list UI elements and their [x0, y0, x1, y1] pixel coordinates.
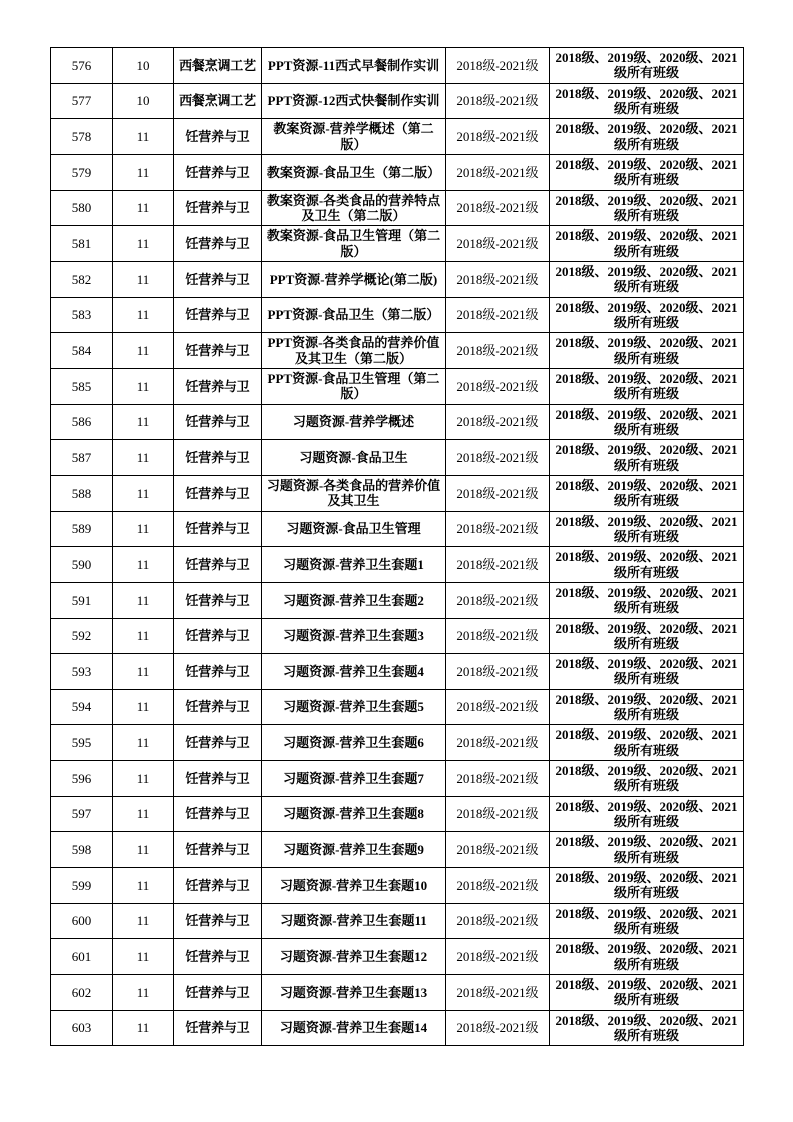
cell-grade: 2018级-2021级 — [446, 689, 550, 725]
table-row — [51, 761, 744, 797]
cell-course-number: 10 — [113, 83, 174, 119]
cell-index: 601 — [51, 939, 113, 975]
cell-resource-name: PPT资源-营养学概论(第二版) — [262, 261, 446, 297]
cell-index: 590 — [51, 547, 113, 583]
cell-course-number: 11 — [113, 689, 174, 725]
cell-course-name: 饪营养与卫 — [174, 796, 262, 832]
table-row — [51, 868, 744, 904]
cell-grade: 2018级-2021级 — [446, 261, 550, 297]
cell-classes: 2018级、2019级、2020级、2021级所有班级 — [550, 48, 744, 84]
cell-grade: 2018级-2021级 — [446, 832, 550, 868]
cell-grade: 2018级-2021级 — [446, 440, 550, 476]
cell-course-name: 西餐烹调工艺 — [174, 48, 262, 84]
cell-course-number: 11 — [113, 761, 174, 797]
resource-table — [50, 47, 744, 1046]
table-row — [51, 832, 744, 868]
cell-classes: 2018级、2019级、2020级、2021级所有班级 — [550, 475, 744, 511]
cell-resource-name: PPT资源-11西式早餐制作实训 — [262, 48, 446, 84]
cell-resource-name: 习题资源-各类食品的营养价值及其卫生 — [262, 475, 446, 511]
cell-grade: 2018级-2021级 — [446, 190, 550, 226]
cell-grade: 2018级-2021级 — [446, 582, 550, 618]
table-row — [51, 903, 744, 939]
cell-course-number: 11 — [113, 368, 174, 404]
cell-resource-name: 习题资源-营养卫生套题12 — [262, 939, 446, 975]
cell-resource-name: 习题资源-营养卫生套题3 — [262, 618, 446, 654]
cell-course-number: 11 — [113, 404, 174, 440]
cell-course-name: 饪营养与卫 — [174, 547, 262, 583]
table-row — [51, 796, 744, 832]
cell-course-number: 11 — [113, 832, 174, 868]
cell-classes: 2018级、2019级、2020级、2021级所有班级 — [550, 725, 744, 761]
cell-course-number: 11 — [113, 1010, 174, 1046]
cell-course-number: 11 — [113, 154, 174, 190]
cell-grade: 2018级-2021级 — [446, 796, 550, 832]
cell-index: 582 — [51, 261, 113, 297]
table-row — [51, 404, 744, 440]
cell-grade: 2018级-2021级 — [446, 654, 550, 690]
cell-grade: 2018级-2021级 — [446, 226, 550, 262]
cell-grade: 2018级-2021级 — [446, 868, 550, 904]
cell-grade: 2018级-2021级 — [446, 48, 550, 84]
cell-classes: 2018级、2019级、2020级、2021级所有班级 — [550, 511, 744, 547]
cell-resource-name: PPT资源-食品卫生（第二版） — [262, 297, 446, 333]
cell-index: 588 — [51, 475, 113, 511]
cell-classes: 2018级、2019级、2020级、2021级所有班级 — [550, 440, 744, 476]
cell-index: 600 — [51, 903, 113, 939]
cell-index: 596 — [51, 761, 113, 797]
table-row — [51, 725, 744, 761]
cell-index: 583 — [51, 297, 113, 333]
cell-grade: 2018级-2021级 — [446, 368, 550, 404]
cell-index: 592 — [51, 618, 113, 654]
table-body — [51, 48, 744, 1046]
cell-resource-name: 习题资源-食品卫生管理 — [262, 511, 446, 547]
cell-course-number: 11 — [113, 511, 174, 547]
cell-grade: 2018级-2021级 — [446, 618, 550, 654]
cell-grade: 2018级-2021级 — [446, 404, 550, 440]
cell-classes: 2018级、2019级、2020级、2021级所有班级 — [550, 654, 744, 690]
cell-index: 581 — [51, 226, 113, 262]
cell-course-number: 11 — [113, 939, 174, 975]
cell-course-number: 10 — [113, 48, 174, 84]
table-row — [51, 582, 744, 618]
cell-grade: 2018级-2021级 — [446, 903, 550, 939]
table-row — [51, 511, 744, 547]
cell-index: 589 — [51, 511, 113, 547]
cell-index: 578 — [51, 119, 113, 155]
cell-classes: 2018级、2019级、2020级、2021级所有班级 — [550, 761, 744, 797]
cell-resource-name: 习题资源-营养卫生套题4 — [262, 654, 446, 690]
cell-resource-name: 习题资源-营养卫生套题8 — [262, 796, 446, 832]
cell-classes: 2018级、2019级、2020级、2021级所有班级 — [550, 939, 744, 975]
table-row — [51, 440, 744, 476]
cell-course-name: 饪营养与卫 — [174, 368, 262, 404]
table-row — [51, 475, 744, 511]
cell-classes: 2018级、2019级、2020级、2021级所有班级 — [550, 1010, 744, 1046]
cell-course-name: 饪营养与卫 — [174, 190, 262, 226]
cell-resource-name: 习题资源-营养卫生套题11 — [262, 903, 446, 939]
cell-course-name: 饪营养与卫 — [174, 582, 262, 618]
cell-course-number: 11 — [113, 119, 174, 155]
table-row — [51, 333, 744, 369]
cell-index: 579 — [51, 154, 113, 190]
table-row — [51, 119, 744, 155]
cell-resource-name: 习题资源-营养卫生套题10 — [262, 868, 446, 904]
cell-course-number: 11 — [113, 868, 174, 904]
cell-classes: 2018级、2019级、2020级、2021级所有班级 — [550, 868, 744, 904]
cell-grade: 2018级-2021级 — [446, 83, 550, 119]
cell-course-name: 饪营养与卫 — [174, 689, 262, 725]
cell-course-name: 饪营养与卫 — [174, 1010, 262, 1046]
cell-course-number: 11 — [113, 190, 174, 226]
cell-course-number: 11 — [113, 582, 174, 618]
table-row — [51, 48, 744, 84]
cell-grade: 2018级-2021级 — [446, 975, 550, 1011]
table-row — [51, 689, 744, 725]
cell-classes: 2018级、2019级、2020级、2021级所有班级 — [550, 83, 744, 119]
cell-course-number: 11 — [113, 440, 174, 476]
cell-index: 577 — [51, 83, 113, 119]
cell-classes: 2018级、2019级、2020级、2021级所有班级 — [550, 903, 744, 939]
cell-index: 599 — [51, 868, 113, 904]
cell-classes: 2018级、2019级、2020级、2021级所有班级 — [550, 547, 744, 583]
cell-resource-name: 习题资源-营养卫生套题13 — [262, 975, 446, 1011]
cell-course-number: 11 — [113, 226, 174, 262]
cell-index: 602 — [51, 975, 113, 1011]
cell-course-name: 饪营养与卫 — [174, 939, 262, 975]
cell-course-name: 饪营养与卫 — [174, 903, 262, 939]
cell-classes: 2018级、2019级、2020级、2021级所有班级 — [550, 190, 744, 226]
cell-index: 587 — [51, 440, 113, 476]
cell-course-number: 11 — [113, 333, 174, 369]
cell-index: 576 — [51, 48, 113, 84]
cell-classes: 2018级、2019级、2020级、2021级所有班级 — [550, 689, 744, 725]
cell-index: 580 — [51, 190, 113, 226]
cell-course-name: 饪营养与卫 — [174, 725, 262, 761]
cell-course-name: 饪营养与卫 — [174, 654, 262, 690]
table-row — [51, 975, 744, 1011]
cell-resource-name: 习题资源-营养卫生套题9 — [262, 832, 446, 868]
cell-course-number: 11 — [113, 261, 174, 297]
cell-course-number: 11 — [113, 725, 174, 761]
cell-course-name: 饪营养与卫 — [174, 119, 262, 155]
cell-index: 597 — [51, 796, 113, 832]
cell-index: 586 — [51, 404, 113, 440]
table-row — [51, 368, 744, 404]
cell-grade: 2018级-2021级 — [446, 1010, 550, 1046]
cell-index: 593 — [51, 654, 113, 690]
cell-course-name: 饪营养与卫 — [174, 440, 262, 476]
table-row — [51, 83, 744, 119]
cell-course-number: 11 — [113, 618, 174, 654]
cell-classes: 2018级、2019级、2020级、2021级所有班级 — [550, 975, 744, 1011]
cell-classes: 2018级、2019级、2020级、2021级所有班级 — [550, 582, 744, 618]
table-row — [51, 190, 744, 226]
cell-resource-name: 教案资源-营养学概述（第二版） — [262, 119, 446, 155]
cell-course-name: 饪营养与卫 — [174, 404, 262, 440]
cell-classes: 2018级、2019级、2020级、2021级所有班级 — [550, 154, 744, 190]
cell-resource-name: 习题资源-营养卫生套题2 — [262, 582, 446, 618]
cell-resource-name: 教案资源-食品卫生（第二版） — [262, 154, 446, 190]
table-row — [51, 1010, 744, 1046]
cell-course-name: 饪营养与卫 — [174, 618, 262, 654]
cell-classes: 2018级、2019级、2020级、2021级所有班级 — [550, 796, 744, 832]
cell-course-name: 饪营养与卫 — [174, 761, 262, 797]
cell-classes: 2018级、2019级、2020级、2021级所有班级 — [550, 618, 744, 654]
cell-course-number: 11 — [113, 475, 174, 511]
cell-grade: 2018级-2021级 — [446, 511, 550, 547]
cell-course-name: 饪营养与卫 — [174, 333, 262, 369]
cell-resource-name: 教案资源-各类食品的营养特点及卫生（第二版） — [262, 190, 446, 226]
cell-index: 591 — [51, 582, 113, 618]
cell-classes: 2018级、2019级、2020级、2021级所有班级 — [550, 226, 744, 262]
cell-resource-name: PPT资源-各类食品的营养价值及其卫生（第二版） — [262, 333, 446, 369]
cell-resource-name: 习题资源-营养卫生套题5 — [262, 689, 446, 725]
cell-resource-name: 习题资源-营养卫生套题14 — [262, 1010, 446, 1046]
cell-resource-name: 习题资源-营养卫生套题6 — [262, 725, 446, 761]
cell-course-name: 饪营养与卫 — [174, 226, 262, 262]
cell-resource-name: 习题资源-营养卫生套题7 — [262, 761, 446, 797]
cell-course-number: 11 — [113, 975, 174, 1011]
cell-course-name: 饪营养与卫 — [174, 832, 262, 868]
cell-course-number: 11 — [113, 297, 174, 333]
cell-classes: 2018级、2019级、2020级、2021级所有班级 — [550, 333, 744, 369]
table-row — [51, 618, 744, 654]
cell-course-number: 11 — [113, 903, 174, 939]
cell-classes: 2018级、2019级、2020级、2021级所有班级 — [550, 119, 744, 155]
cell-grade: 2018级-2021级 — [446, 761, 550, 797]
cell-grade: 2018级-2021级 — [446, 154, 550, 190]
cell-course-number: 11 — [113, 796, 174, 832]
cell-course-name: 饪营养与卫 — [174, 297, 262, 333]
cell-index: 584 — [51, 333, 113, 369]
cell-course-name: 饪营养与卫 — [174, 975, 262, 1011]
cell-resource-name: PPT资源-食品卫生管理（第二版） — [262, 368, 446, 404]
cell-course-name: 饪营养与卫 — [174, 868, 262, 904]
cell-grade: 2018级-2021级 — [446, 475, 550, 511]
cell-course-name: 饪营养与卫 — [174, 261, 262, 297]
cell-course-name: 饪营养与卫 — [174, 475, 262, 511]
cell-grade: 2018级-2021级 — [446, 333, 550, 369]
table-row — [51, 547, 744, 583]
table-row — [51, 939, 744, 975]
cell-index: 595 — [51, 725, 113, 761]
cell-classes: 2018级、2019级、2020级、2021级所有班级 — [550, 297, 744, 333]
cell-index: 603 — [51, 1010, 113, 1046]
table-row — [51, 154, 744, 190]
table-row — [51, 261, 744, 297]
cell-resource-name: 习题资源-营养卫生套题1 — [262, 547, 446, 583]
cell-grade: 2018级-2021级 — [446, 297, 550, 333]
cell-classes: 2018级、2019级、2020级、2021级所有班级 — [550, 404, 744, 440]
cell-course-name: 饪营养与卫 — [174, 511, 262, 547]
cell-course-number: 11 — [113, 654, 174, 690]
cell-resource-name: 习题资源-食品卫生 — [262, 440, 446, 476]
cell-course-name: 饪营养与卫 — [174, 154, 262, 190]
table-row — [51, 297, 744, 333]
cell-classes: 2018级、2019级、2020级、2021级所有班级 — [550, 261, 744, 297]
cell-grade: 2018级-2021级 — [446, 119, 550, 155]
cell-index: 585 — [51, 368, 113, 404]
cell-resource-name: PPT资源-12西式快餐制作实训 — [262, 83, 446, 119]
cell-classes: 2018级、2019级、2020级、2021级所有班级 — [550, 832, 744, 868]
cell-course-name: 西餐烹调工艺 — [174, 83, 262, 119]
cell-grade: 2018级-2021级 — [446, 939, 550, 975]
cell-index: 594 — [51, 689, 113, 725]
cell-index: 598 — [51, 832, 113, 868]
cell-course-number: 11 — [113, 547, 174, 583]
table-row — [51, 654, 744, 690]
table-row — [51, 226, 744, 262]
cell-grade: 2018级-2021级 — [446, 547, 550, 583]
cell-resource-name: 习题资源-营养学概述 — [262, 404, 446, 440]
cell-classes: 2018级、2019级、2020级、2021级所有班级 — [550, 368, 744, 404]
cell-grade: 2018级-2021级 — [446, 725, 550, 761]
cell-resource-name: 教案资源-食品卫生管理（第二版） — [262, 226, 446, 262]
